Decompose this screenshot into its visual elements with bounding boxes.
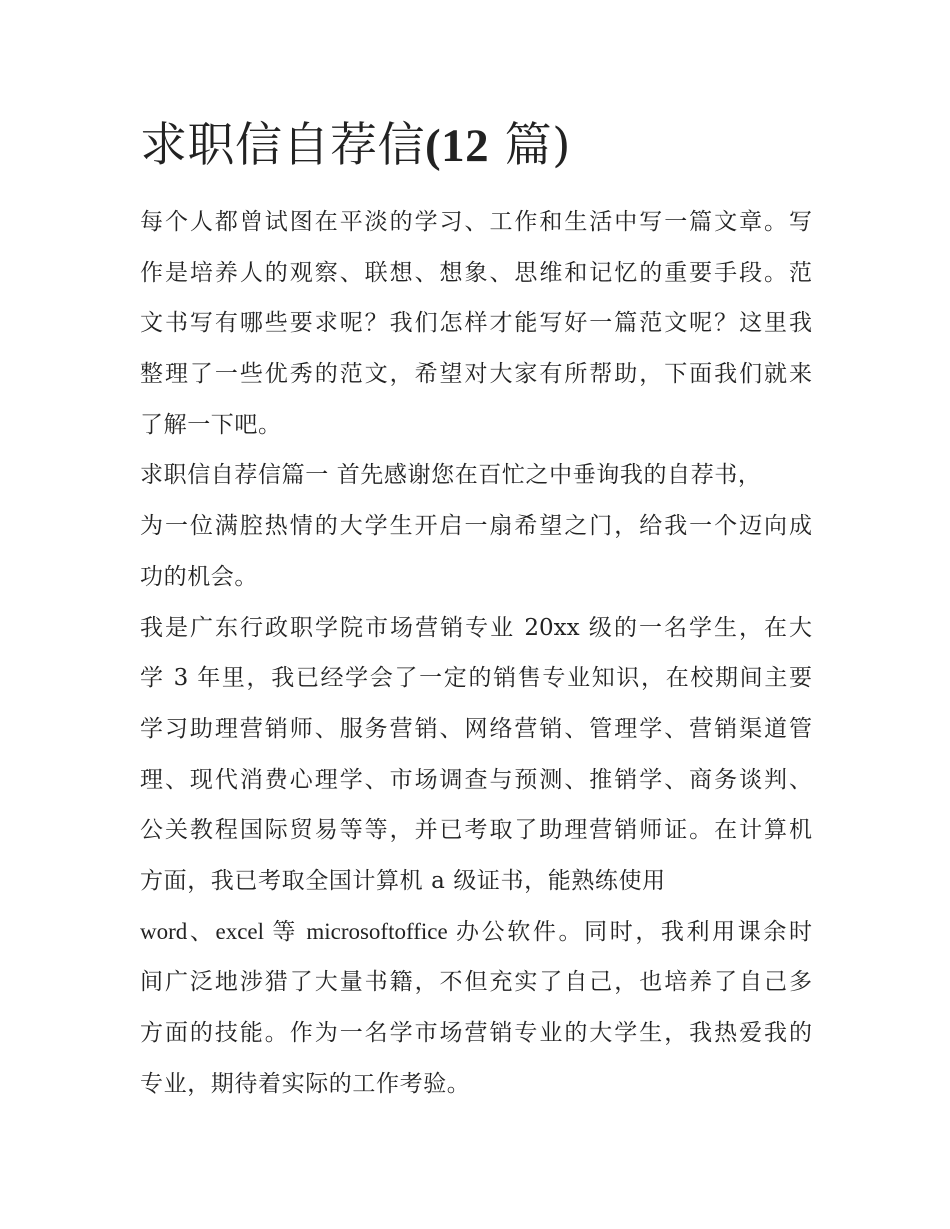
text-line: 间广泛地涉猎了大量书籍，不但充实了自己，也培养了自己多 xyxy=(140,969,812,996)
text-line: 学习助理营销师、服务营销、网络营销、管理学、营销渠道管 xyxy=(140,715,812,742)
text-line: 学 3 年里，我已经学会了一定的销售专业知识，在校期间主要 xyxy=(140,665,812,692)
text-line: 文书写有哪些要求呢？我们怎样才能写好一篇范文呢？这里我 xyxy=(140,310,812,337)
text-line: 方面的技能。作为一名学市场营销专业的大学生，我热爱我的 xyxy=(140,1020,812,1046)
document-content xyxy=(140,112,812,1109)
text-line: 理、现代消费心理学、市场调查与预测、推销学、商务谈判、 xyxy=(140,766,812,793)
text-line: word、excel 等 microsoftoffice 办公软件。同时，我利用课余时 xyxy=(140,918,812,944)
text-line: 为一位满腔热情的大学生开启一扇希望之门，给我一个迈向成 xyxy=(140,513,812,540)
text-line: 了解一下吧。 xyxy=(140,411,282,438)
text-line: 公关教程国际贸易等等，并已考取了助理营销师证。在计算机 xyxy=(140,817,812,844)
text-line: 专业，期待着实际的工作考验。 xyxy=(140,1070,471,1097)
document-title xyxy=(140,112,812,180)
title-suffix: 篇) xyxy=(489,118,571,173)
title-number: (12 xyxy=(425,120,490,172)
text-line: 整理了一些优秀的范文，希望对大家有所帮助，下面我们就来 xyxy=(140,361,812,388)
text-line: 我是广东行政职学院市场营销专业 20xx 级的一名学生，在大 xyxy=(140,614,812,641)
document-body xyxy=(140,197,812,1109)
text-line: 功的机会。 xyxy=(140,563,258,590)
text-line: 每个人都曾试图在平淡的学习、工作和生活中写一篇文章。写 xyxy=(140,209,812,235)
title-text: 求职信自荐信 xyxy=(140,118,425,173)
text-line: 方面，我已考取全国计算机 a 级证书，能熟练使用 xyxy=(140,867,666,894)
text-line: 求职信自荐信篇一 首先感谢您在百忙之中垂询我的自荐书， xyxy=(140,462,762,489)
text-line: 作是培养人的观察、联想、想象、思维和记忆的重要手段。范 xyxy=(140,259,812,286)
